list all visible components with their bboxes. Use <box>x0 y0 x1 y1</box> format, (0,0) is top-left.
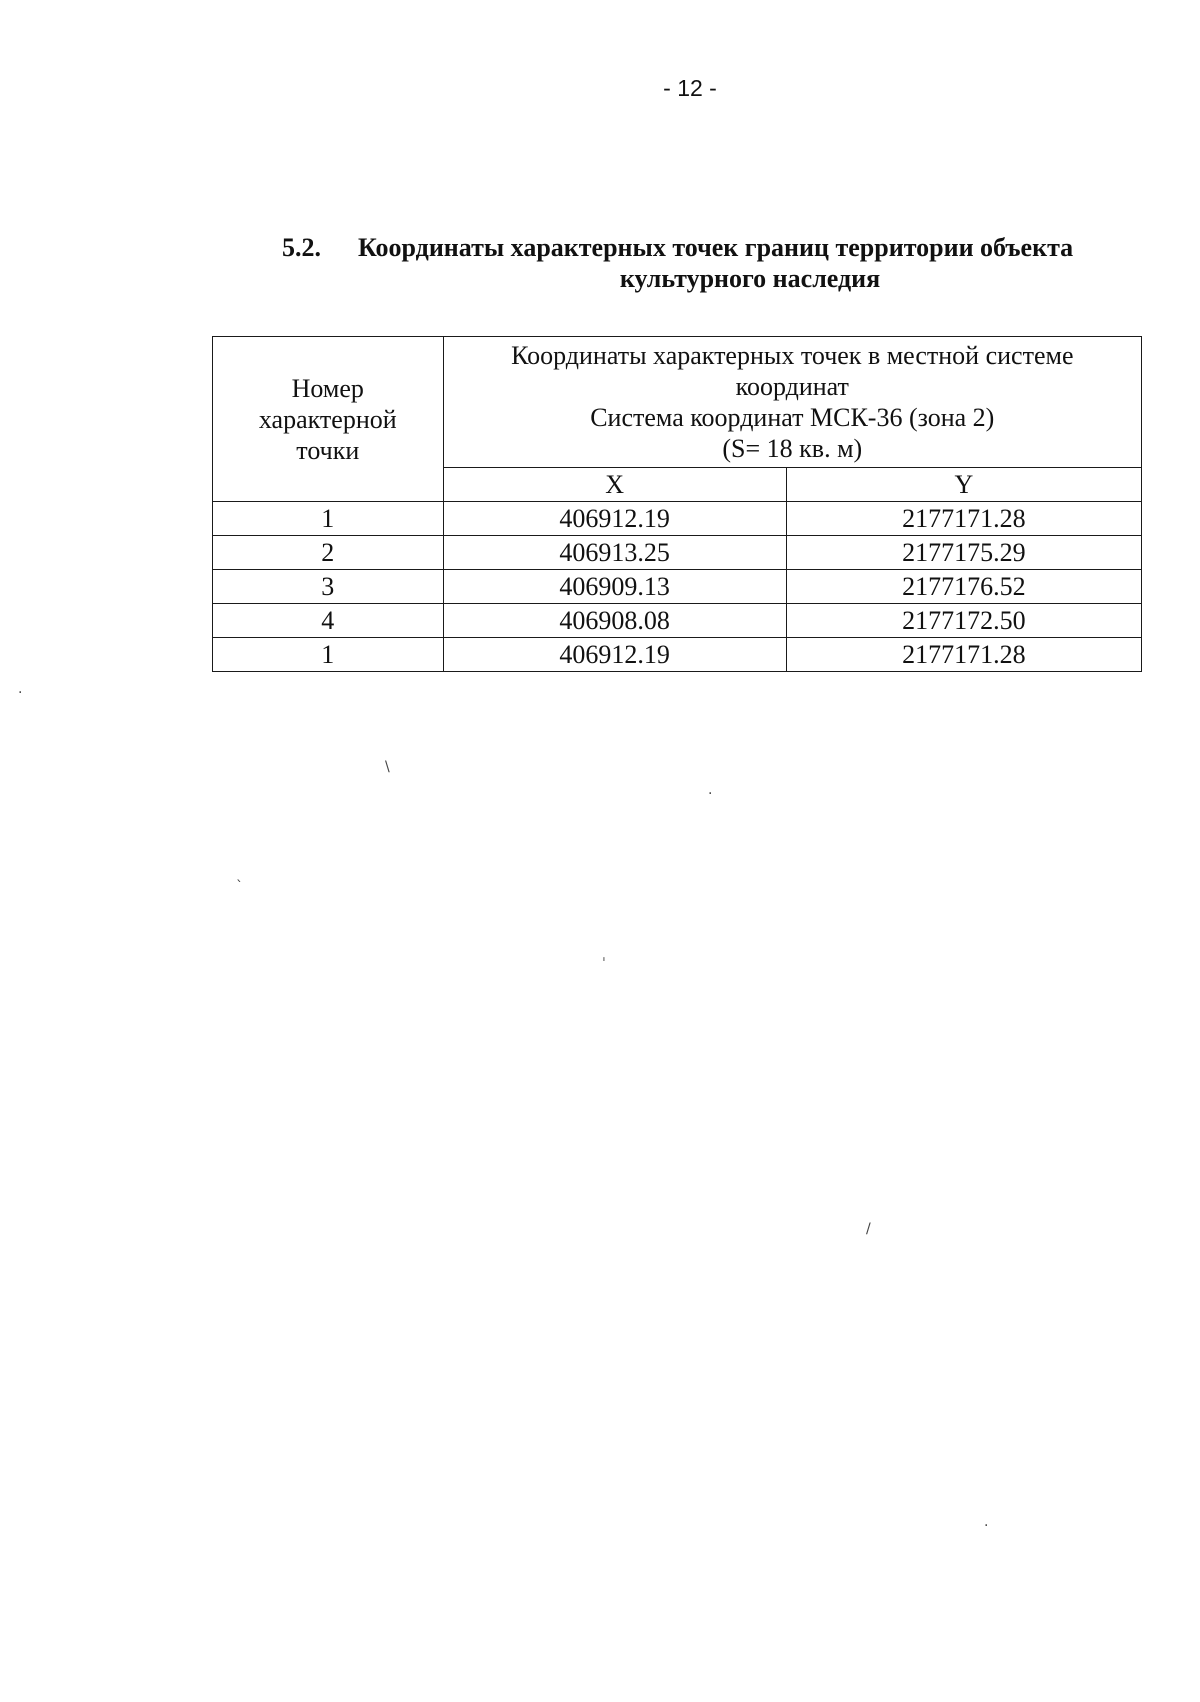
point-number-cell: 3 <box>213 570 444 604</box>
section-heading-line-1 <box>282 232 1142 263</box>
section-title-line-2: культурного наследия <box>619 264 881 293</box>
table-row <box>213 536 1142 570</box>
point-number-cell: 4 <box>213 604 444 638</box>
scan-speck: · <box>984 1518 989 1534</box>
table-header-row <box>213 337 1142 468</box>
table-row <box>213 502 1142 536</box>
y-coordinate-cell: 2177175.29 <box>786 536 1141 570</box>
page-number: - 12 - <box>663 75 717 101</box>
scan-speck: / <box>866 1221 871 1237</box>
section-heading <box>282 232 1142 294</box>
y-column-header: Y <box>786 468 1141 502</box>
scan-speck: · <box>18 685 23 701</box>
y-coordinate-cell: 2177171.28 <box>786 502 1141 536</box>
y-coordinate-cell: 2177176.52 <box>786 570 1141 604</box>
coordinates-table <box>212 336 1142 672</box>
scan-speck: ˈ <box>602 956 606 972</box>
x-coordinate-cell: 406912.19 <box>443 502 786 536</box>
x-coordinate-cell: 406913.25 <box>443 536 786 570</box>
point-number-cell: 1 <box>213 638 444 672</box>
section-title-line-1: Координаты характерных точек границ территории объекта <box>358 233 1074 262</box>
scan-speck: · <box>708 786 713 802</box>
table-row <box>213 638 1142 672</box>
coordinates-header: Координаты характерных точек в местной системе координат Система координат МСК-36 (зона 2) (S= 18 кв. м) <box>443 337 1141 468</box>
table-row <box>213 570 1142 604</box>
scan-speck: \ <box>385 759 390 775</box>
x-coordinate-cell: 406908.08 <box>443 604 786 638</box>
point-number-header: Номер характерной точки <box>213 337 444 502</box>
point-number-cell: 2 <box>213 536 444 570</box>
x-coordinate-cell: 406909.13 <box>443 570 786 604</box>
y-coordinate-cell: 2177172.50 <box>786 604 1141 638</box>
scan-speck: ` <box>236 879 243 895</box>
point-number-cell: 1 <box>213 502 444 536</box>
x-column-header: X <box>443 468 786 502</box>
x-coordinate-cell: 406912.19 <box>443 638 786 672</box>
table-row <box>213 604 1142 638</box>
section-number: 5.2. <box>282 233 321 262</box>
y-coordinate-cell: 2177171.28 <box>786 638 1141 672</box>
